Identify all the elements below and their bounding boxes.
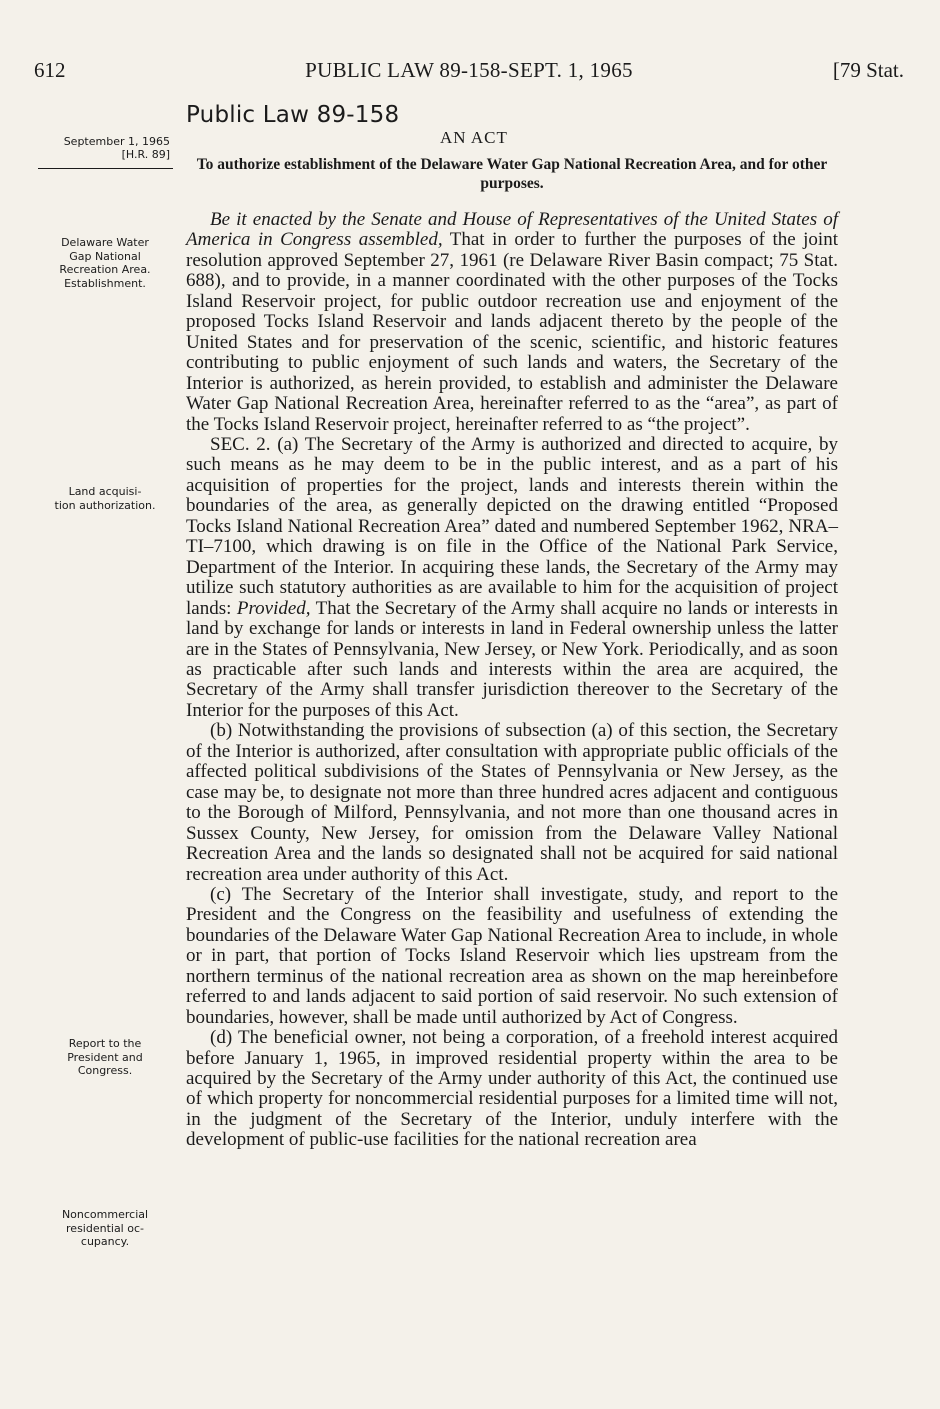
margin-note-line: Recreation Area. (59, 263, 151, 276)
margin-note-residential-occupancy (34, 1208, 176, 1249)
statute-body (186, 210, 838, 1151)
margin-note-line: Land acquisi- (68, 485, 142, 498)
sidenote-divider (38, 168, 173, 169)
bill-number: [H.R. 89] (121, 148, 170, 161)
margin-note-establishment (34, 236, 176, 290)
section-2a-proviso-text: That the Secretary of the Army shall acquire no lands or interests in land by exchange for lands or interests in land in Federal ownership unless the latter are in the States of Pennsylvania, New Jersey, or New York. Periodically, and as soon as practicable after such lands and interests within the area are acquired, the Secretary of the Army shall transfer jurisdiction thereover to the Secretary of the Interior for the purposes of this Act. (186, 597, 838, 721)
margin-note-line: residential oc- (66, 1221, 144, 1235)
margin-note-line: tion authorization. (54, 498, 156, 512)
section-1-paragraph (186, 210, 838, 435)
section-2c-paragraph: (c) The Secretary of the Interior shall investigate, study, and report to the President and the Congress on the feasibility and usefulness of extending the boundaries of the Delaware Water Gap National Recreation Area to include, in whole or in part, that portion of Tocks Island Reservoir which lies upstream from the northern terminus of the national recreation area as shown on the map hereinbefore referred to and lands adjacent to said portion of said reservoir. No such extension of boundaries, however, shall be made until authorized by Act of Congress. (186, 883, 838, 1028)
margin-note-report (34, 1037, 176, 1078)
enactment-date: September 1, 1965 (63, 135, 170, 148)
section-1-text: That in order to further the purposes of the joint resolution approved September 27, 1961 (re Delaware River Basin compact; 75 Stat. 688), and to provide, in a manner coordinated with the other purposes of the Tocks Island Reservoir project, for public outdoor recreation use and enjoyment of the proposed Tocks Island Reservoir and lands adjacent thereto by the people of the United States and for preservation of the scenic, scientific, and historic features contributing to public enjoyment of such lands and waters, the Secretary of the Interior is authorized, as herein provided, to establish and administer the Delaware Water Gap National Recreation Area, hereinafter referred to as the “area”, as part of the Tocks Island Reservoir project, hereinafter referred to as “the project”. (186, 229, 838, 435)
an-act-heading: AN ACT (440, 128, 508, 147)
margin-note-line: Establishment. (64, 276, 146, 290)
margin-note-line: Delaware Water (61, 236, 149, 249)
act-purpose: To authorize establishment of the Delaware Water Gap National Recreation Area, and for other purposes. (196, 156, 828, 192)
margin-note-line: Gap National (69, 249, 141, 263)
proviso-word: Provided, (236, 597, 311, 619)
page-number: 612 (34, 58, 66, 82)
margin-note-line: cupancy. (80, 1235, 130, 1248)
running-head-title: PUBLIC LAW 89-158-SEPT. 1, 1965 (305, 58, 633, 82)
margin-note-line: Congress. (77, 1064, 133, 1077)
margin-note-land-acquisition (34, 485, 176, 512)
section-2b-paragraph: (b) Notwithstanding the provisions of subsection (a) of this section, the Secretary of the Interior is authorized, after consultation with appropriate public officials of the affected political subdivisions of the States of Pennsylvania or New Jersey, as the case may be, to designate not more than three hundred acres adjacent and contiguous to the Borough of Milford, Pennsylvania, and not more than one thousand acres in Sussex County, New Jersey, for omission from the Delaware Valley National Recreation Area and the lands so designated shall not be acquired for said national recreation area under authority of this Act. (186, 720, 838, 885)
running-head (34, 58, 904, 88)
margin-note-line: President and (67, 1050, 143, 1064)
enacting-clause: Be it enacted by the Senate and House of Representatives of the United States of America in Congress assembled, (186, 209, 838, 251)
public-law-heading: Public Law 89-158 (186, 102, 400, 128)
section-2a-paragraph (186, 435, 838, 721)
section-2d-paragraph: (d) The beneficial owner, not being a corporation, of a freehold interest acquired before January 1, 1965, in improved residential property within the area to be acquired by the Secretary of the Army under authority of this Act, the continued use of which property for noncommercial residential purposes for a limited time will not, in the judgment of the Secretary of the Interior, unduly interfere with the development of public-use facilities for the national recreation area (186, 1027, 838, 1151)
statutes-volume-ref: [79 Stat. (832, 58, 904, 82)
section-2a-text: SEC. 2. (a) The Secretary of the Army is authorized and directed to acquire, by such means as he may deem to be in the public interest, and as a part of his acquisition of properties for the project, lands and interests therein within the boundaries of the area, as generally depicted on the drawing entitled “Proposed Tocks Island National Recreation Area” dated and numbered September 1962, NRA–TI–7100, which drawing is on file in the Office of the National Park Service, Department of the Interior. In acquiring these lands, the Secretary of the Army may utilize such statutory authorities as are available to him for the acquisition of project lands: (186, 433, 838, 619)
margin-note-line: Noncommercial (61, 1208, 149, 1221)
enactment-date-note (34, 135, 170, 161)
margin-note-line: Report to the (68, 1037, 142, 1050)
